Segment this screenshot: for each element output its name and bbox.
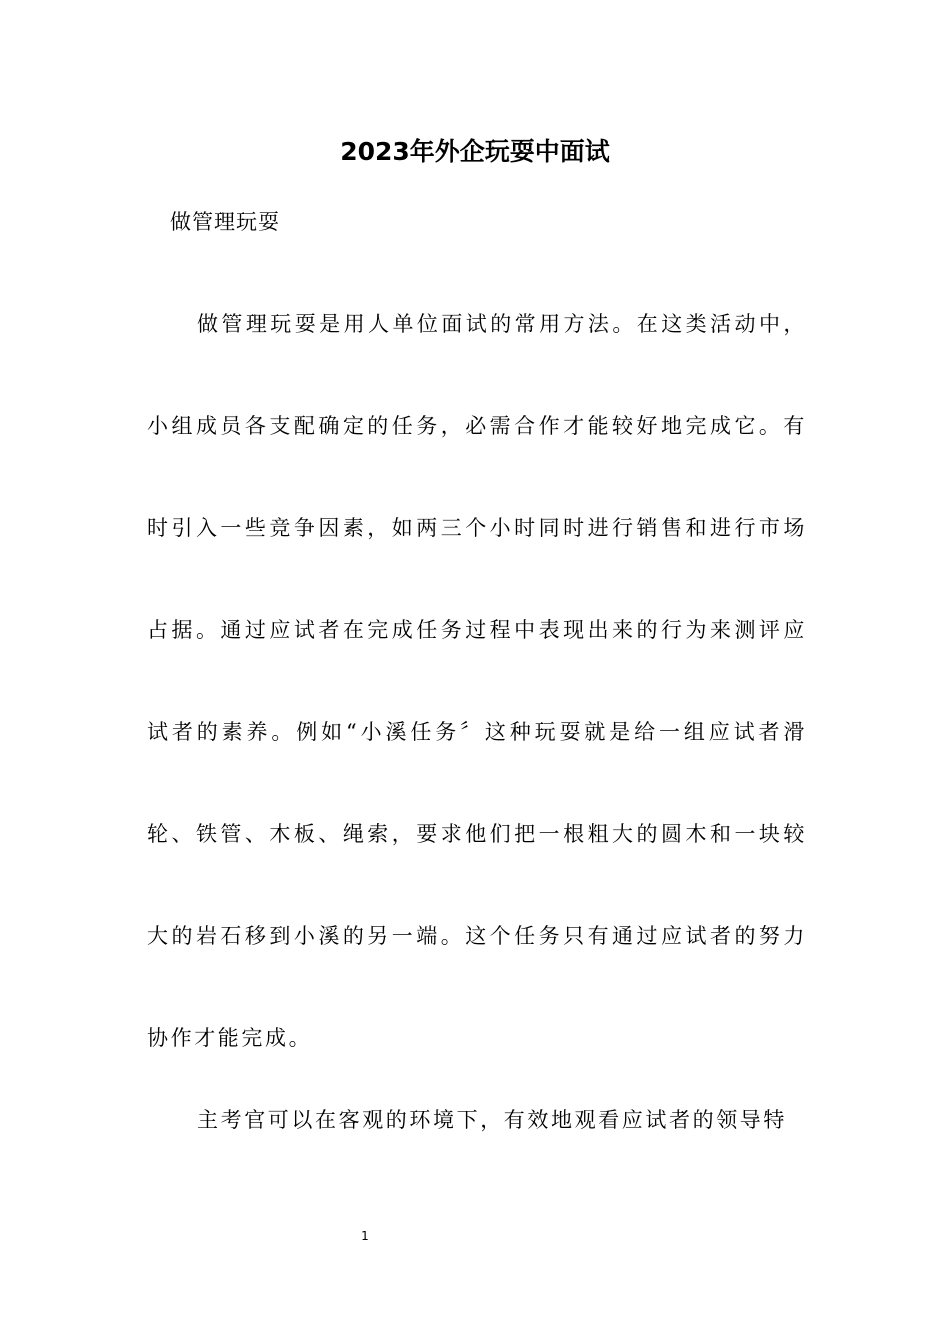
body-paragraph: 主考官可以在客观的环境下，有效地观看应试者的领导特 [197,1108,787,1132]
body-paragraph: 做管理玩耍是用人单位面试的常用方法。在这类活动中，小组成员各支配确定的任务，必需合作才能较好地完成它。有时引入一些竞争因素，如两三个小时同时进行销售和进行市场占据。通过应试者在完成任务过程中表现出来的行为来测评应试者的素养。例如“小溪任务〞这种玩耍就是给一组应试者滑轮、铁管、木板、绳索，要求他们把一根粗大的圆木和一块较大的岩石移到小溪的另一端。这个任务只有通过应试者的努力协作才能完成。 [147,312,807,1050]
page-number: 1 [361,1229,369,1243]
section-heading: 做管理玩耍 [170,210,280,234]
document-title: 2023年外企玩耍中面试 [340,137,610,166]
